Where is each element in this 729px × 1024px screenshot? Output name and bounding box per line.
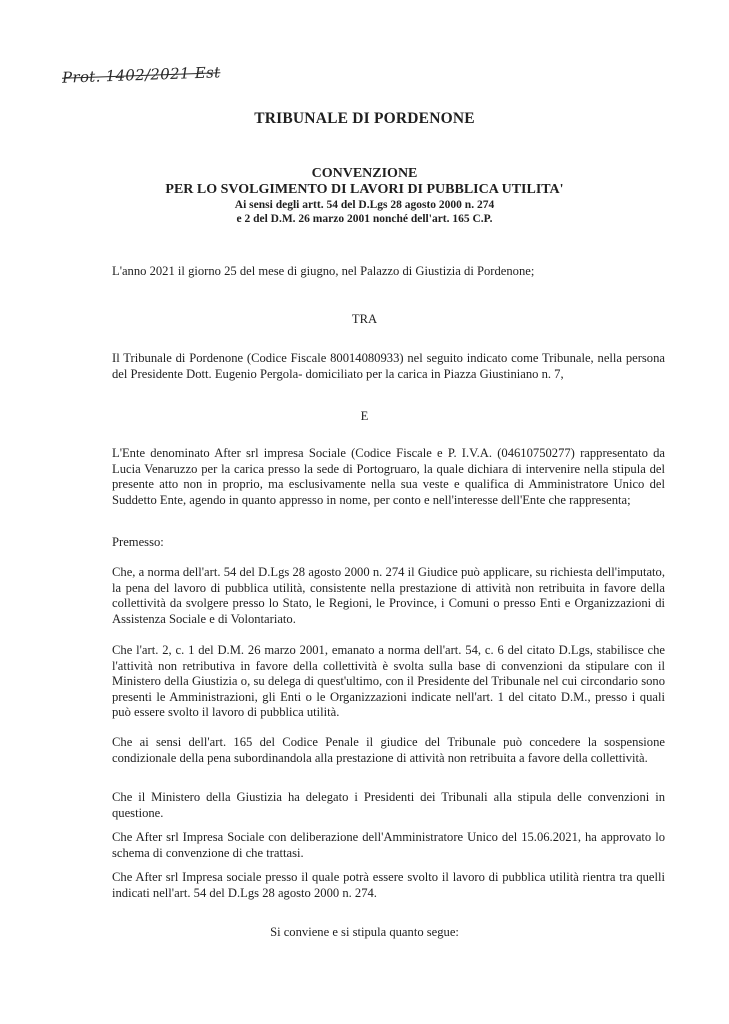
convention-title-line1: CONVENZIONE bbox=[311, 166, 418, 181]
premise-paragraph-5: Che After srl Impresa Sociale con deliberazione dell'Amministratore Unico del 15.06.2021, ha approvato lo schema di convenzione di che trattasi. bbox=[112, 830, 665, 860]
premise-paragraph-3: Che ai sensi dell'art. 165 del Codice Penale il giudice del Tribunale può concedere la sospensione condizionale della pena subordinandola alla prestazione di attività non retribuita a favore della collettività. bbox=[112, 735, 665, 765]
intro-paragraph: L'anno 2021 il giorno 25 del mese di giugno, nel Palazzo di Giustizia di Pordenone; bbox=[112, 264, 535, 278]
court-title: TRIBUNALE DI PORDENONE bbox=[254, 110, 475, 127]
convention-title bbox=[0, 166, 729, 198]
convention-subtitle-line2: e 2 del D.M. 26 marzo 2001 nonché dell'art. 165 C.P. bbox=[236, 213, 493, 225]
premise-paragraph-1: Che, a norma dell'art. 54 del D.Lgs 28 agosto 2000 n. 274 il Giudice può applicare, su richiesta dell'imputato, la pena del lavoro di pubblica utilità, consistente nella prestazione di attività non retribuita in favore della collettività da svolgere presso lo Stato, le Regioni, le Province, i Comuni o presso Enti e Organizzazioni di Assistenza Sociale e di Volontariato. bbox=[112, 565, 665, 626]
convention-subtitle bbox=[0, 198, 729, 226]
convention-title-line2: PER LO SVOLGIMENTO DI LAVORI DI PUBBLICA UTILITA' bbox=[165, 182, 564, 197]
premesso-label: Premesso: bbox=[112, 535, 164, 549]
tra-heading: TRA bbox=[351, 312, 378, 326]
party1-paragraph: Il Tribunale di Pordenone (Codice Fiscale 80014080933) nel seguito indicato come Tribunale, nella persona del Presidente Dott. Eugenio Pergola- domiciliato per la carica in Piazza Giustiniano n. 7, bbox=[112, 351, 665, 381]
premise-paragraph-2: Che l'art. 2, c. 1 del D.M. 26 marzo 2001, emanato a norma dell'art. 54, c. 6 del citato D.Lgs, stabilisce che l'attività non retributiva in favore della collettività è svolta sulla base di convenzioni da stipulare con il Ministero della Giustizia o, su delega di quest'ultimo, con il Presidente del Tribunale nel cui circondario sono presenti le Amministrazioni, gli Enti o le Organizzazioni indicate nell'art. 1 del citato D.M., presso i quali può essere svolto il lavoro di pubblica utilità. bbox=[112, 643, 665, 720]
party2-paragraph: L'Ente denominato After srl impresa Sociale (Codice Fiscale e P. I.V.A. (04610750277) rappresentato da Lucia Venaruzzo per la carica presso la sede di Portogruaro, la quale dichiara di intervenire nella stipula del presente atto non in proprio, ma esclusivamente nella sua veste e qualifica di Amministratore Unico del Suddetto Ente, agendo in quanto appresso in nome, per conto e nell'interesse dell'Ente che rappresenta; bbox=[112, 446, 665, 507]
premise-paragraph-6: Che After srl Impresa sociale presso il quale potrà essere svolto il lavoro di pubblica utilità rientra tra quelli indicati nell'art. 54 del D.Lgs 28 agosto 2000 n. 274. bbox=[112, 870, 665, 900]
closing-line: Si conviene e si stipula quanto segue: bbox=[270, 925, 459, 939]
e-heading: E bbox=[360, 409, 369, 423]
premise-paragraph-4: Che il Ministero della Giustizia ha delegato i Presidenti dei Tribunali alla stipula delle convenzioni in questione. bbox=[112, 790, 665, 820]
handwritten-protocol-note: Prot. 1402/2021 Est bbox=[61, 63, 221, 87]
convention-subtitle-line1: Ai sensi degli artt. 54 del D.Lgs 28 agosto 2000 n. 274 bbox=[234, 199, 495, 211]
